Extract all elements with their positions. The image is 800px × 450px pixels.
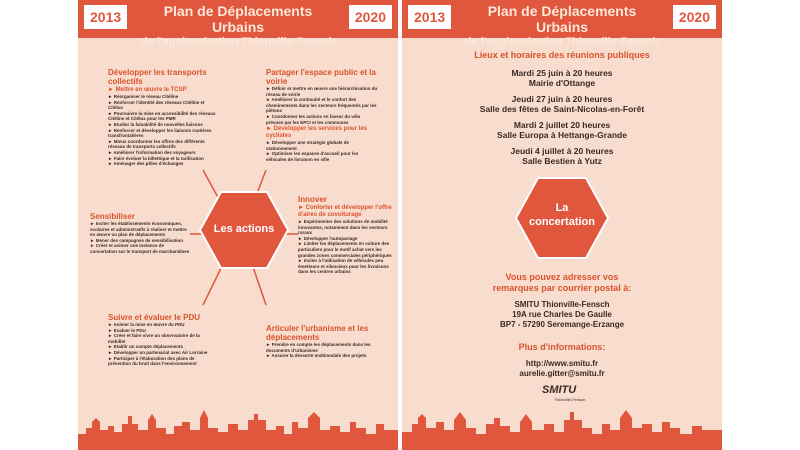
list-item: ► Evaluer le PDU [108,327,146,333]
list-item: ► Expérimenter des solutions de mobilité innovantes, notamment dans les secteurs ruraux [298,219,388,236]
meeting-place: Salle Bestien à Yutz [522,156,602,166]
hexagon-les-actions [198,190,290,270]
meeting-place: Salle Europa à Hettange-Grande [497,130,627,140]
list-item: ► Inciter à l'utilisation de véhicules peu émetteurs et silencieux pour les livraisons dans les centres urbains [298,258,389,275]
list-item: ► Mener des campagnes de sensibilisation [90,237,183,243]
meeting-date: Jeudi 27 juin à 20 heures [511,94,613,104]
logo-text: SMITU [542,384,577,396]
city-skyline-illustration [78,400,398,450]
logo-subtext: Thionville-Fensch [554,397,586,402]
mail-line1: Vous pouvez adresser vos [505,272,619,282]
year-start: 2013 [84,5,127,29]
section-title: Partager l'espace public et la voirie [266,68,376,86]
list-item: ► Mieux coordonner les offres des différents réseaux de transports collectifs [108,138,205,150]
hexagon-label: Les actions [213,223,275,235]
meeting-date: Mardi 2 juillet 20 heures [513,120,611,130]
year-end: 2020 [349,5,392,29]
section-sensibiliser [90,212,190,255]
section-title: Innover [298,195,327,204]
list-item: ► Améliorer l'information des voyageurs [108,149,196,155]
list-item: ► Animer la mise en œuvre du PDU [108,322,185,327]
section-suivre [108,313,208,367]
list-item: ► Développer l'autopartage [298,235,358,241]
website-link[interactable]: http://www.smitu.fr [525,359,599,368]
address-line: BP7 - 57290 Seremange-Erzange [499,320,625,329]
address-line: 19A rue Charles De Gaulle [512,310,612,319]
meeting-item [402,68,722,88]
email-link[interactable]: aurelie.gitter@smitu.fr [519,369,605,378]
info-title: Plus d'informations: [518,342,606,352]
meetings-title: Lieux et horaires des réunions publiques [474,50,650,60]
hexagon-label-line2: concertation [528,216,595,228]
title-line1: Plan de Déplacements Urbains [163,3,313,35]
list-item: ► Réorganiser le réseau Citéline [108,94,179,99]
section-title: Articuler l'urbanisme et les déplacements [266,324,369,342]
list-item: ► Etudier la faisabilité de nouvelles liaisons [108,121,203,127]
header-banner [402,0,722,48]
list-item: ► Coordonner les actions en faveur du vélo prévues par les EPCI et les communes [266,113,361,125]
title-line1: Plan de Déplacements Urbains [487,3,637,35]
section-transports [108,68,218,167]
list-item: ► Faire évoluer la billettique et la tarification [108,155,204,161]
list-item: ► Renforcer l'identité des réseaux Citéline et Citélux [108,99,205,111]
list-item: ► Créer et animer une instance de concertation sur le transport de marchandises [90,243,190,254]
header-title [462,3,662,49]
year-end: 2020 [673,5,716,29]
list-item: ► Inciter les établissements économiques, scolaires et administratifs à réaliser et mettre en œuvre un plan de déplacements [90,221,187,238]
city-skyline-illustration [402,400,722,450]
section-subtitle: ► Développer les services pour les cyclistes [266,126,367,140]
list-item: ► Optimiser les espaces d'accueil pour les véhicules de livraison en ville [266,151,359,162]
meeting-place: Salle des fêtes de Saint-Nicolas-en-Forêt [479,104,645,114]
list-item: ► Renforcer et développer les liaisons routières transfrontalières [108,127,212,139]
section-innover [298,195,394,275]
section-subtitle: ► Conforter et développer l'offre d'aires de covoiturage [298,205,392,218]
list-item: ► Etablir un compte déplacements [108,344,183,350]
list-item: ► Assurer la desserte multimodale des projets [266,353,367,359]
year-start: 2013 [408,5,451,29]
mail-line2: remarques par courrier postal à: [492,283,632,293]
meeting-item [402,120,722,140]
hexagon-label-line1: La [555,202,569,214]
meeting-date: Jeudi 4 juillet à 20 heures [510,146,614,156]
section-subtitle: ► Mettre en œuvre le TCSP [108,87,187,93]
left-panel [78,0,398,450]
hexagon-concertation [514,176,610,260]
list-item: ► Améliorer la continuité et le confort des cheminements dans les secteurs fréquentés par les piétons [266,97,377,114]
list-item: ► Participer à l'élaboration des plans de prévention du bruit dans l'environnement [108,355,197,367]
meeting-date: Mardi 25 juin à 20 heures [511,68,613,78]
title-line2: de l'agglomération Thionville-Fensch [141,36,335,48]
list-item: ► Créer et faire vivre un observatoire de la mobilité [108,333,200,344]
section-title: Développer les transports collectifs [108,68,207,86]
list-item: ► Développer une stratégie globale de stationnement [266,140,349,151]
title-line2: de l'agglomération Thionville-Fensch [465,36,659,48]
list-item: ► Limiter les déplacements en voiture des particuliers pour le motif achat vers les grandes zones commerciales périphériques [298,241,392,258]
right-panel [402,0,722,450]
list-item: ► Poursuivre la mise en accessibilité des réseaux Citéline et Citélux pour les PMR [108,110,216,122]
section-title: Suivre et évaluer le PDU [108,313,201,322]
meeting-item [402,146,722,166]
section-urbanisme [266,324,378,359]
list-item: ► Prendre en compte les déplacements dans les documents d'urbanisme [266,342,371,353]
list-item: ► Définir et mettre en œuvre une hiérarchisation du réseau de voirie [266,86,378,97]
meeting-place: Mairie d'Ottange [528,78,596,88]
section-espace-public [266,68,378,163]
meeting-item [402,94,722,114]
section-title: Sensibiliser [90,212,135,221]
list-item: ► Développer un partenariat avec Air Lorraine [108,349,208,355]
address-line: SMITU Thionville-Fensch [514,300,610,309]
list-item: ► Aménager des pôles d'échanges [108,161,184,167]
